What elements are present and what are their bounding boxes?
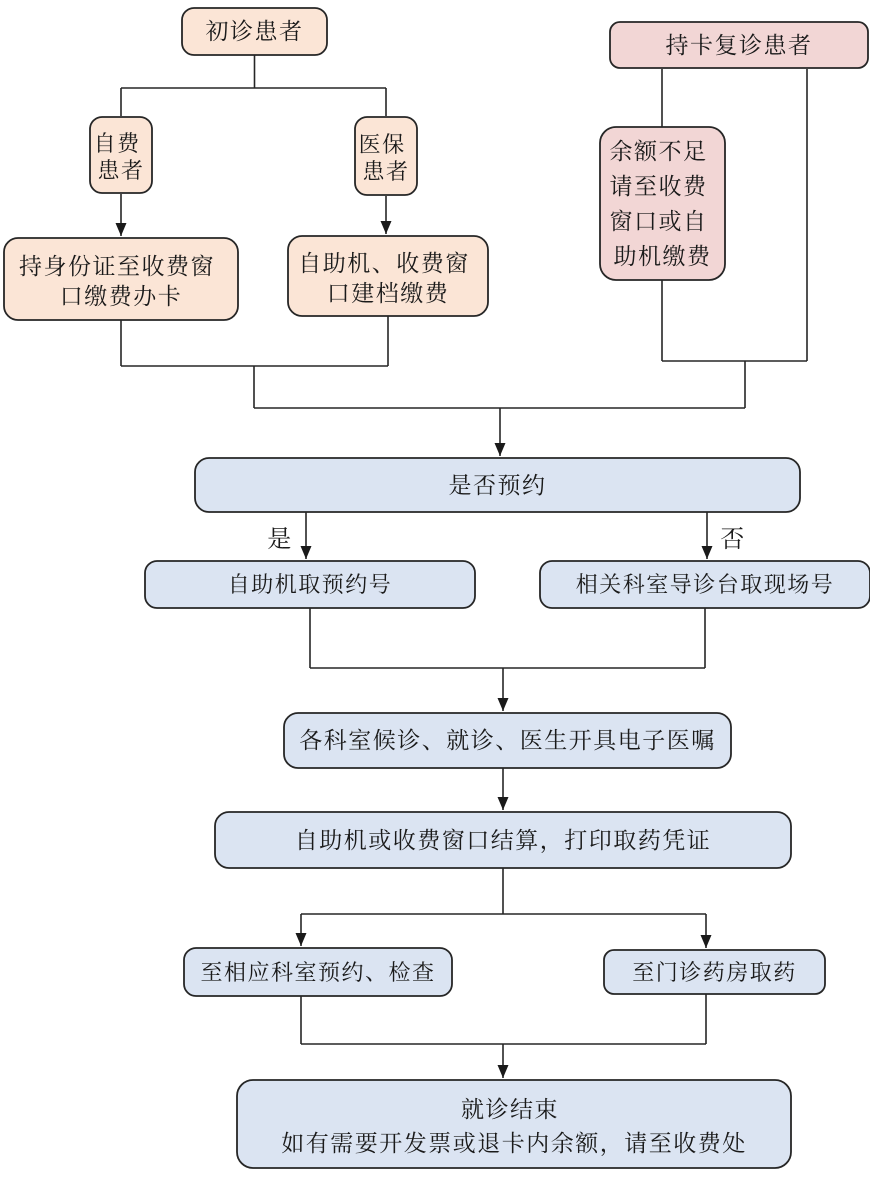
node-pharmacy-label: 至门诊药房取药	[632, 960, 797, 985]
node-self-pay	[90, 117, 152, 193]
no-branch-label: 否	[720, 526, 746, 553]
node-department-check-label: 至相应科室预约、检查	[200, 960, 436, 985]
node-settlement-label: 自助机或收费窗口结算，打印取药凭证	[294, 827, 712, 853]
node-appointment-number-label: 自助机取预约号	[227, 572, 393, 597]
node-insurance	[355, 117, 417, 195]
node-return-visit-label: 持卡复诊患者	[665, 32, 813, 58]
node-first-visit	[182, 8, 327, 55]
node-first-visit-label: 初诊患者	[205, 18, 304, 44]
connector-first-visit-split	[121, 55, 386, 116]
node-onsite-number	[540, 561, 870, 608]
connector-left-branch-merge	[121, 316, 388, 408]
node-id-card-window	[4, 238, 238, 320]
connector-settlement-split-bus	[301, 868, 706, 914]
node-machine-window-file	[288, 236, 488, 316]
node-insurance-label: 医保 患者	[358, 132, 410, 184]
node-pharmacy	[604, 950, 825, 994]
node-self-pay-label: 自费 患者	[93, 131, 145, 183]
node-visit-end	[237, 1080, 791, 1168]
node-machine-window-file-label: 自助机、收费窗 口建档缴费	[298, 250, 470, 306]
node-settlement	[215, 812, 791, 868]
node-return-visit	[610, 22, 868, 68]
node-appointment-number	[145, 561, 475, 608]
node-insufficient-balance	[600, 127, 725, 280]
node-onsite-number-label: 相关科室导诊台取现场号	[575, 572, 835, 597]
node-department-check	[184, 948, 452, 996]
node-insufficient-balance-label: 余额不足 请至收费 窗口或自 助机缴费	[609, 138, 712, 269]
connector-final-merge	[301, 994, 706, 1044]
node-consultation	[284, 713, 731, 768]
node-appointment-check-label: 是否预约	[448, 472, 547, 498]
yes-branch-label: 是	[267, 526, 293, 553]
node-id-card-window-label: 持身份证至收费窗 口缴费办卡	[19, 253, 216, 309]
node-consultation-label: 各科室候诊、就诊、医生开具电子医嘱	[299, 727, 716, 753]
node-appointment-check	[195, 458, 800, 512]
connector-number-merge	[310, 608, 705, 668]
node-visit-end-label: 就诊结束 如有需要开发票或退卡内余额，请至收费处	[281, 1096, 747, 1156]
